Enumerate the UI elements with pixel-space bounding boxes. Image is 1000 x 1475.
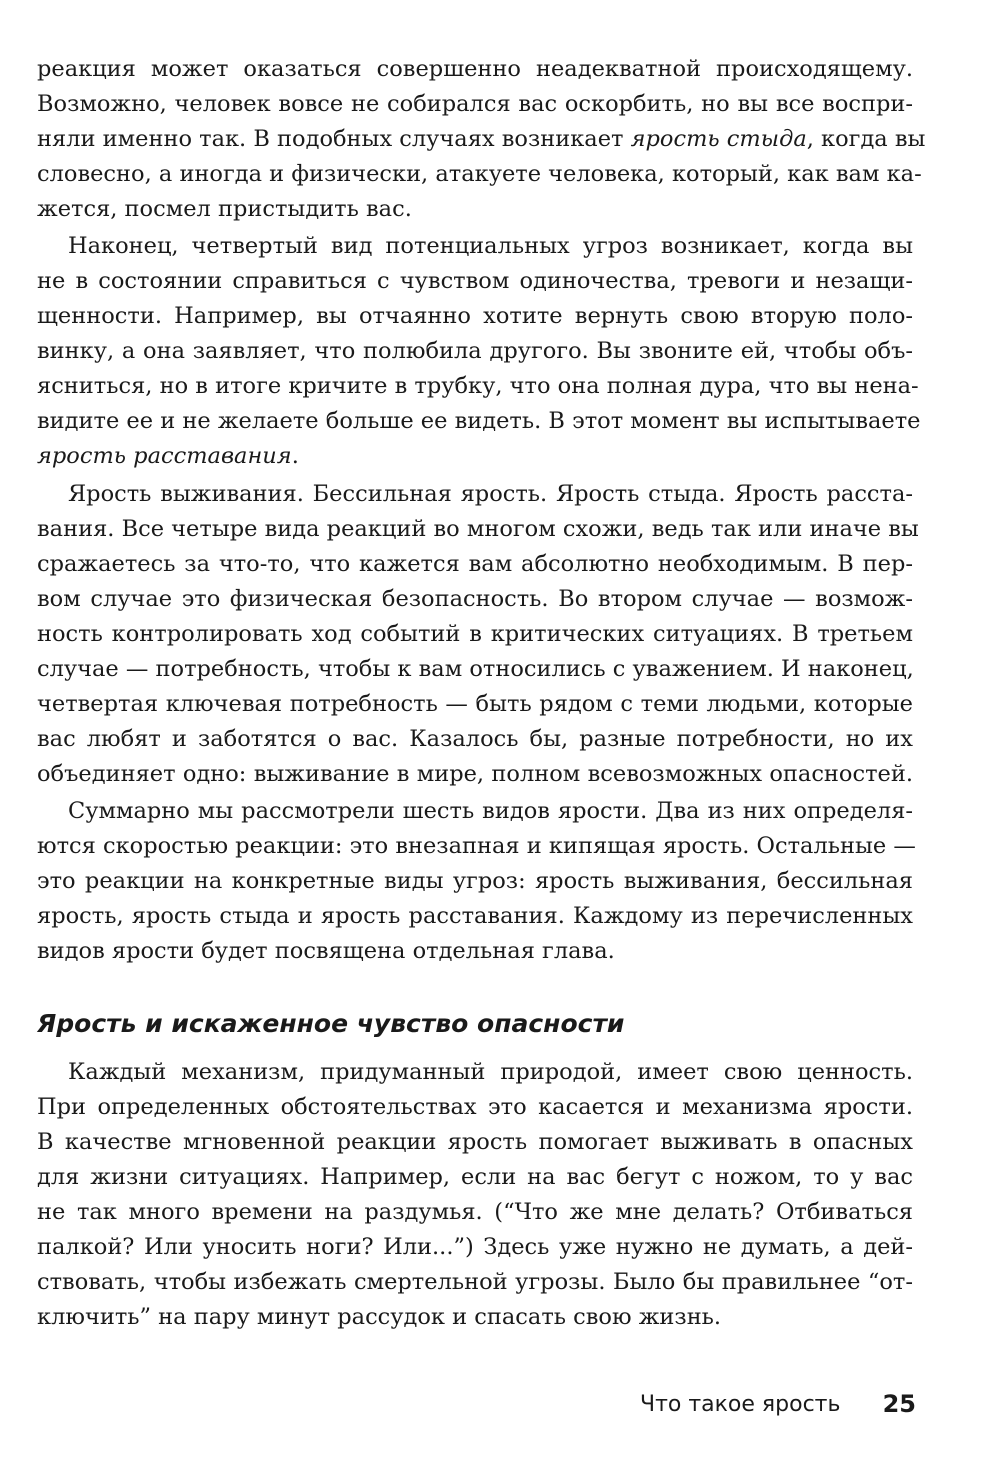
text-line: случае — потребность, чтобы к вам относились с уважением. И наконец,: [37, 656, 914, 682]
text-line: реакция может оказаться совершенно неадекватной происходящему.: [37, 56, 913, 82]
text-line: для жизни ситуациях. Например, если на вас бегут с ножом, то у вас: [37, 1164, 913, 1190]
text-line: словесно, а иногда и физически, атакуете человека, который, как вам ка-: [37, 161, 922, 187]
text-span: .: [291, 443, 299, 469]
text-line: [37, 121, 926, 157]
text-line: это реакции на конкретные виды угроз: ярость выживания, бессильная: [37, 868, 913, 894]
text-line: ность контролировать ход событий в критических ситуациях. В третьем: [37, 621, 913, 647]
text-line: вас любят и заботятся о вас. Казалось бы, разные потребности, но их: [37, 726, 913, 752]
italic-term-shame-rage: ярость стыда: [630, 126, 807, 152]
text-line: вания. Все четыре вида реакций во многом схожи, ведь так или иначе вы: [37, 516, 919, 542]
text-line: щенности. Например, вы отчаянно хотите вернуть свою вторую поло-: [37, 303, 913, 329]
running-footer-chapter-title: Что такое ярость: [640, 1392, 841, 1417]
text-line: ярость, ярость стыда и ярость расставания. Каждому из перечисленных: [37, 903, 913, 929]
text-line: не так много времени на раздумья. (“Что же мне делать? Отбиваться: [37, 1199, 913, 1225]
text-line: винку, а она заявляет, что полюбила другого. Вы звоните ей, чтобы объ-: [37, 338, 913, 364]
text-line: В качестве мгновенной реакции ярость помогает выживать в опасных: [37, 1129, 913, 1155]
text-line: Каждый механизм, придуманный природой, имеет свою ценность.: [68, 1059, 913, 1085]
text-line: видите ее и не желаете больше ее видеть. В этот момент вы испытываете: [37, 408, 921, 434]
text-line: видов ярости будет посвящена отдельная глава.: [37, 938, 615, 964]
text-line: ясниться, но в итоге кричите в трубку, что она полная дура, что вы нена-: [37, 373, 919, 399]
text-line: не в состоянии справиться с чувством одиночества, тревоги и незащи-: [37, 268, 913, 294]
text-line: Возможно, человек вовсе не собирался вас оскорбить, но вы все воспри-: [37, 91, 913, 117]
text-line: ются скоростью реакции: это внезапная и кипящая ярость. Остальные —: [37, 833, 916, 859]
text-line: ключить” на пару минут рассудок и спасать свою жизнь.: [37, 1304, 722, 1330]
text-line: Суммарно мы рассмотрели шесть видов ярости. Два из них определя-: [68, 798, 913, 824]
text-line: Наконец, четвертый вид потенциальных угроз возникает, когда вы: [68, 233, 913, 259]
text-line: При определенных обстоятельствах это касается и механизма ярости.: [37, 1094, 913, 1120]
text-line: четвертая ключевая потребность — быть рядом с теми людьми, которые: [37, 691, 913, 717]
text-line: сражаетесь за что-то, что кажется вам абсолютно необходимым. В пер-: [37, 551, 913, 577]
page-number: 25: [882, 1390, 916, 1418]
text-line: вом случае это физическая безопасность. Во втором случае — возмож-: [37, 586, 913, 612]
italic-term-separation-rage: ярость расставания: [37, 443, 292, 469]
text-line: [37, 438, 913, 474]
text-line: Ярость выживания. Бессильная ярость. Ярость стыда. Ярость расста-: [68, 481, 913, 507]
text-line: объединяет одно: выживание в мире, полном всевозможных опасностей.: [37, 761, 913, 787]
text-line: палкой? Или уносить ноги? Или...”) Здесь уже нужно не думать, а дей-: [37, 1234, 913, 1260]
text-line: жется, посмел пристыдить вас.: [37, 196, 412, 222]
text-span: , когда вы: [806, 126, 926, 152]
text-span: няли именно так. В подобных случаях возникает: [37, 126, 624, 152]
text-line: ствовать, чтобы избежать смертельной угрозы. Было бы правильнее “от-: [37, 1269, 913, 1295]
section-heading: Ярость и искаженное чувство опасности: [37, 1009, 625, 1038]
